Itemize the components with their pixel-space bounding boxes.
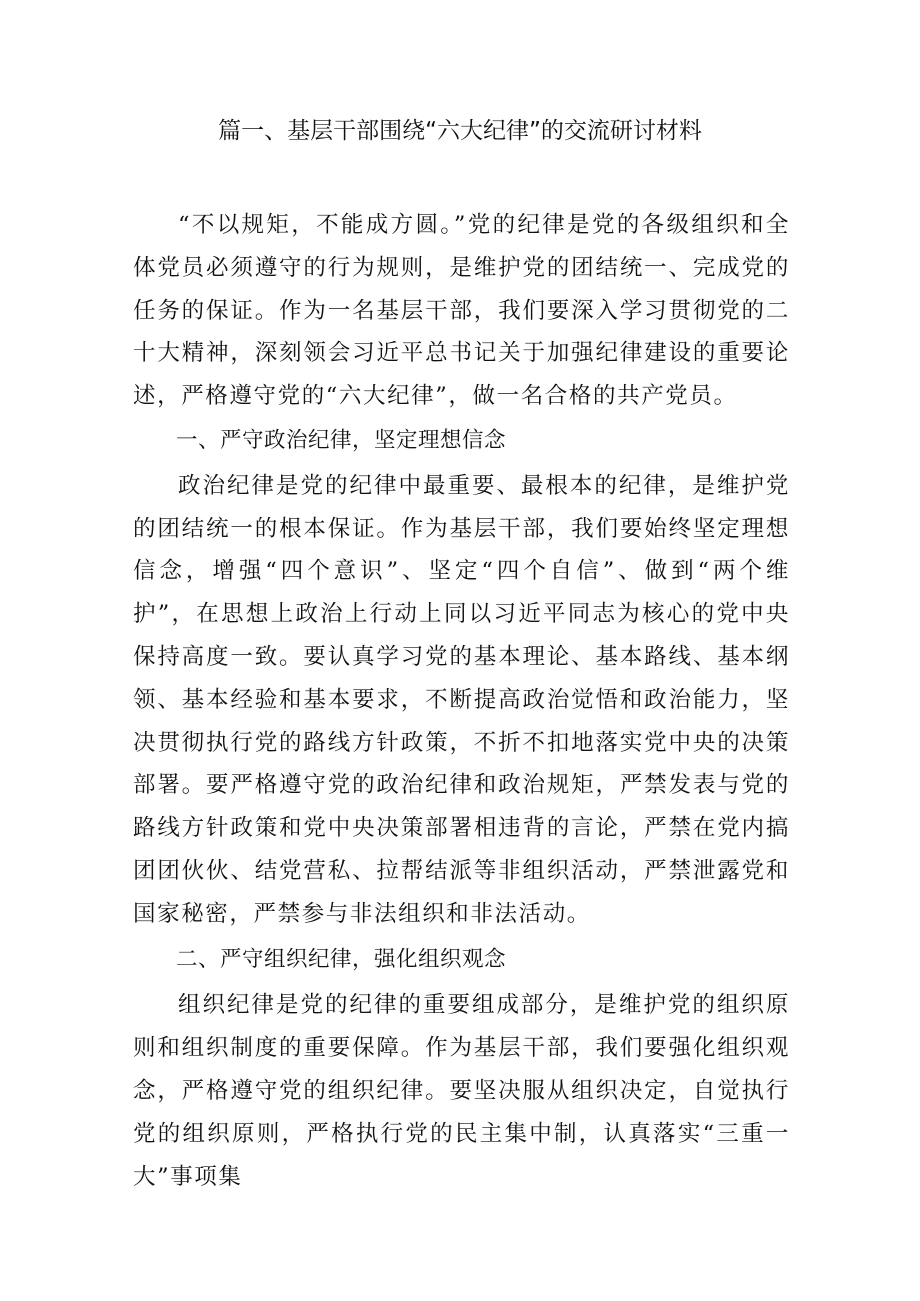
document-body xyxy=(133,204,790,1198)
document-title: 篇一、基层干部围绕“六大纪律”的交流研讨材料 xyxy=(218,118,702,144)
section-heading-organizational-discipline: 二、严守组织纪律，强化组织观念 xyxy=(176,946,507,972)
section-paragraph-organizational-discipline: 组织纪律是党的纪律的重要组成部分，是维护党的组织原则和组织制度的重要保障。作为基层干部，我们要强化组织观念，严格遵守党的组织纪律。要坚决服从组织决定，自觉执行党的组织原则，严格执行党的民主集中制，认真落实“三重一大”事项集 xyxy=(133,992,790,1190)
intro-paragraph: “不以规矩，不能成方圆。”党的纪律是党的各级组织和全体党员必须遵守的行为规则，是维护党的团结统一、完成党的任务的保证。作为一名基层干部，我们要深入学习贯彻党的二十大精神，深刻领会习近平总书记关于加强纪律建设的重要论述，严格遵守党的“六大纪律”，做一名合格的共产党员。 xyxy=(133,212,790,410)
section-paragraph-political-discipline: 政治纪律是党的纪律中最重要、最根本的纪律，是维护党的团结统一的根本保证。作为基层干部，我们要始终坚定理想信念，增强“四个意识”、坚定“四个自信”、做到“两个维护”，在思想上政治上行动上同以习近平同志为核心的党中央保持高度一致。要认真学习党的基本理论、基本路线、基本纲领、基本经验和基本要求，不断提高政治觉悟和政治能力，坚决贯彻执行党的路线方针政策，不折不扣地落实党中央的决策部署。要严格遵守党的政治纪律和政治规矩，严禁发表与党的路线方针政策和党中央决策部署相违背的言论，严禁在党内搞团团伙伙、结党营私、拉帮结派等非组织活动，严禁泄露党和国家秘密，严禁参与非法组织和非法活动。 xyxy=(133,472,790,927)
section-heading-political-discipline: 一、严守政治纪律，坚定理想信念 xyxy=(176,427,507,453)
